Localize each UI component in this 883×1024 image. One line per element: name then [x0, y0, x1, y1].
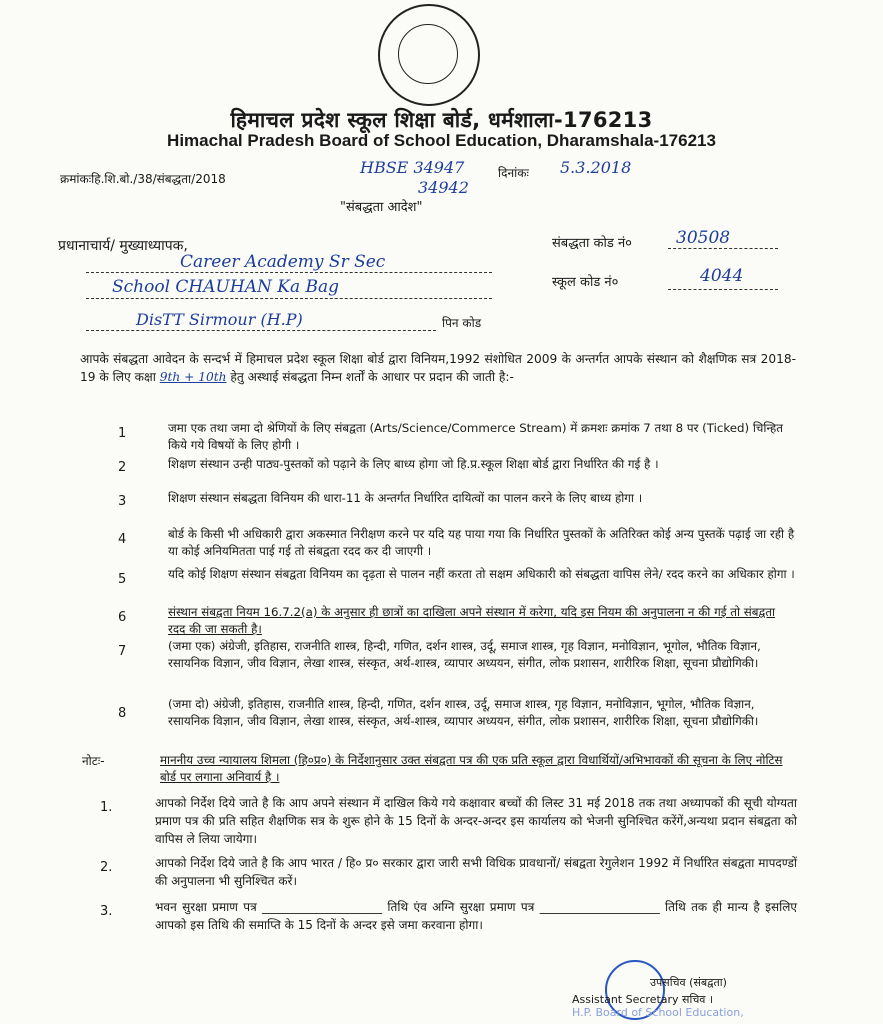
address-rule-3: [86, 330, 436, 331]
board-seal: [378, 4, 480, 106]
pin-code-label: पिन कोड: [442, 316, 482, 330]
signature-designation: उपसचिव (संबद्वता): [650, 976, 727, 989]
condition-item: शिक्षण संस्थान संबद्धता विनियम की धारा-11 के अन्तर्गत निर्धारित दायित्वों का पालन करने के लिए बाध्य होगा ।: [168, 491, 643, 505]
condition-item: संस्थान संबद्वता नियम 16.7.2(a) के अनुसार ही छात्रों का दाखिला अपने संस्थान में करेगा, यदि इस नियम की अनुपालना न की गई तो संबद्वता रदद की जा सकती है।: [168, 605, 776, 636]
condition-item: यदि कोई शिक्षण संस्थान संबद्वता विनियम का दृढ़ता से पालन नहीं करता तो सक्षम अधिकारी को संबद्धता वापिस लेने/ रदद करने का अधिकार होगा ।: [168, 567, 795, 581]
intro-part-2: हेतु अस्थाई संबद्धता निम्न शर्तों के आधार पर प्रदान की जाती है:-: [230, 370, 514, 384]
note-text: माननीय उच्च न्यायालय शिमला (हि०प्र०) के निर्देशानुसार उक्त संबद्वता पत्र की एक प्रति स्कूल द्वारा विधार्थियों/अभिभावकों की सूचना के लिए नोटिस बोर्ड पर लगाना अनिवार्य है ।: [160, 753, 783, 784]
address-rule-1: [86, 272, 492, 273]
condition-number: 2: [118, 460, 127, 475]
school-code-value: 4044: [700, 266, 744, 286]
affiliation-code-value: 30508: [676, 228, 731, 248]
signature-title: Assistant Secretary सचिव ।: [572, 993, 714, 1006]
board-title-hindi: हिमाचल प्रदेश स्कूल शिक्षा बोर्ड, धर्मशाला-176213: [230, 108, 653, 132]
condition-number: 1: [118, 426, 127, 441]
address-line-2: School CHAUHAN Ka Bag: [112, 277, 339, 297]
condition-item: शिक्षण संस्थान उन्ही पाठ्य-पुस्तकों को पढ़ाने के लिए बाध्य होगा जो हि.प्र.स्कूल शिक्षा बोर्ड द्वारा निर्धारित की गई है ।: [168, 457, 659, 471]
intro-paragraph: [80, 350, 796, 386]
addressee-salutation: प्रधानाचार्य/ मुख्याध्यापक,: [58, 238, 188, 254]
condition-number: 3: [118, 494, 127, 509]
subject-heading: "संबद्धता आदेश": [340, 200, 423, 215]
seal-emblem-icon: [398, 24, 458, 84]
condition-item: (जमा एक) अंग्रेजी, इतिहास, राजनीति शास्त्र, हिन्दी, गणित, दर्शन शास्त्र, उर्दू, समाज शास्त्र, गृह विज्ञान, मनोविज्ञान, भूगोल, भौतिक विज्ञान, रसायनिक विज्ञान, जीव विज्ञान, लेखा शास्त्र, संस्कृत, अर्थ-शास्त्र, व्यापार अध्ययन, संगीत, लोक प्रशासन, शारीरिक शिक्षा, सूचना प्रौद्योगिकी।: [168, 639, 761, 670]
condition-item: (जमा दो) अंग्रेजी, इतिहास, राजनीति शास्त्र, हिन्दी, गणित, दर्शन शास्त्र, उर्दू, समाज शास्त्र, गृह विज्ञान, मनोविज्ञान, भूगोल, भौतिक विज्ञान, रसायनिक विज्ञान, जीव विज्ञान, लेखा शास्त्र, संस्कृत, अर्थ-शास्त्र, व्यापार अध्ययन, संगीत, लोक प्रशासन, शारीरिक शिक्षा, सूचना प्रौद्योगिकी।: [168, 697, 759, 728]
affiliation-code-label: संबद्धता कोड नं०: [552, 236, 632, 251]
affiliation-rule: [668, 248, 778, 249]
condition-number: 6: [118, 610, 127, 625]
classes-value: 9th + 10th: [159, 370, 227, 384]
school-code-label: स्कूल कोड नं०: [552, 275, 619, 290]
intro-part-1: आपके संबद्धता आवेदन के सन्दर्भ में हिमाचल प्रदेश स्कूल शिक्षा बोर्ड द्वारा विनियम,1992 संशोधित 2009 के अन्तर्गत आपके संस्थान को शैक्षणिक सत्र 2018-19 के लिए कक्षा: [80, 352, 796, 384]
condition-number: 5: [118, 572, 127, 587]
condition-item: बोर्ड के किसी भी अधिकारी द्वारा अकस्मात निरीक्षण करने पर यदि यह पाया गया कि निर्धारित पुस्तकों के अतिरिक्त कोई अन्य पुस्तकें पढ़ाई जा रही है या कोई अनियमितता पाई गई तो संबद्वता रदद कर दी जाएगी ।: [168, 527, 795, 558]
school-code-rule: [668, 289, 778, 290]
note-label: नोटः-: [82, 754, 105, 768]
date-value: 5.3.2018: [560, 158, 632, 177]
reference-number-2: 34942: [418, 178, 469, 197]
address-line-1: Career Academy Sr Sec: [180, 252, 386, 272]
direction-number: 2.: [100, 860, 113, 875]
office-stamp: H.P. Board of School Education,: [572, 1006, 744, 1019]
direction-number: 1.: [100, 800, 113, 815]
condition-number: 8: [118, 706, 127, 721]
reference-number: HBSE 34947: [360, 158, 465, 177]
board-title-english: Himachal Pradesh Board of School Education, Dharamshala-176213: [167, 131, 716, 150]
direction-item: आपको निर्देश दिये जाते है कि आप अपने संस्थान में दाखिल किये गये कक्षावार बच्चों की लिस्ट 31 मई 2018 तक तथा अध्यापकों की सूची योग्यता प्रमाण पत्र की प्रति सहित शैक्षणिक सत्र के शुरू होने के 15 दिनों के अन्दर-अन्दर इस कार्यालय को भेजनी सुनिश्चित करेंगें,अन्यथा प्रदान संबद्वता को वापिस ले लिया जायेगा।: [155, 796, 797, 846]
condition-number: 7: [118, 644, 127, 659]
address-rule-2: [86, 298, 492, 299]
direction-item: भवन सुरक्षा प्रमाण पत्र ____________________ तिथि एंव अग्नि सुरक्षा प्रमाण पत्र ____________________ तिथि तक ही मान्य है इसलिए आपको इस तिथि की समाप्ति के 15 दिनों के अन्दर इसे जमा करवाना होगा।: [155, 900, 797, 932]
direction-item: आपको निर्देश दिये जाते है कि आप भारत / हि० प्र० सरकार द्वारा जारी सभी विधिक प्रावधानों/ संबद्वता रेगुलेशन 1992 में निर्धारित संबद्वता मापदण्डों की अनुपालना भी सुनिश्चित करें।: [155, 856, 797, 888]
address-line-3: DisTT Sirmour (H.P): [136, 310, 303, 329]
condition-item: जमा एक तथा जमा दो श्रेणियों के लिए संबद्वता (Arts/Science/Commerce Stream) में क्रमशः क्रमांक 7 तथा 8 पर (Ticked) चिन्हित किये गये विषयों के लिए होगी ।: [168, 421, 783, 452]
condition-number: 4: [118, 532, 127, 547]
reference-label: क्रमांकःहि.शि.बो./38/संबद्धता/2018: [60, 172, 226, 186]
direction-number: 3.: [100, 904, 113, 919]
date-label: दिनांकः: [498, 166, 529, 180]
